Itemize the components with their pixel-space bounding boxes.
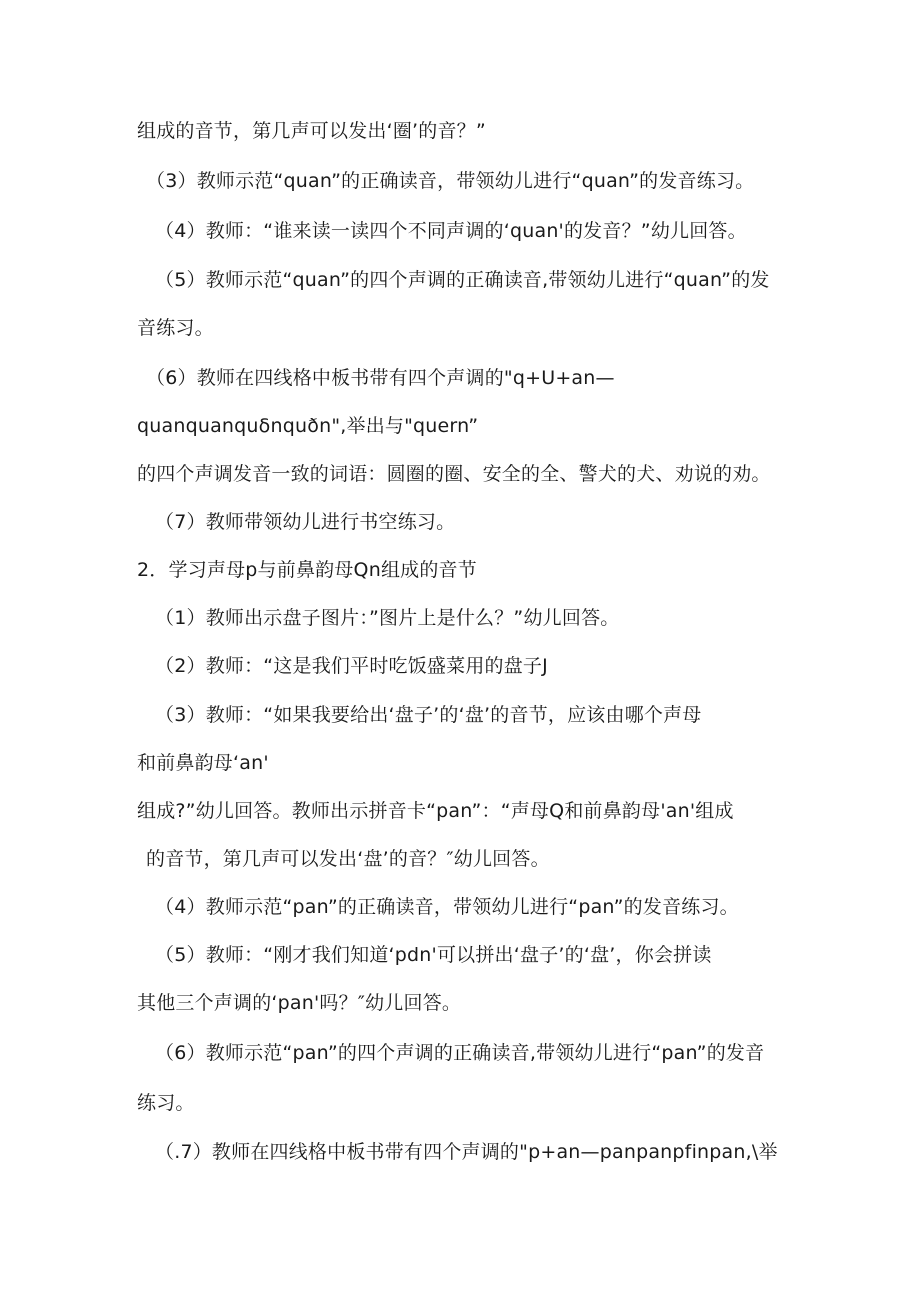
text-line: （6）教师示范“pan”的四个声调的正确读音,带领幼儿进行“pan”的发音 [155,1042,765,1064]
text-line: 音练习。 [137,317,214,339]
text-line: （6）教师在四线格中板书带有四个声调的"q+U+an— [146,367,615,389]
text-line: （2）教师：“这是我们平时吃饭盛菜用的盘子J [155,655,548,677]
text-line: （3）教师：“如果我要给出‘盘子’的‘盘’的音节，应该由哪个声母 [155,704,702,726]
text-line: 和前鼻韵母‘an' [137,752,269,774]
section-heading: 2．学习声母p与前鼻韵母Qn组成的音节 [137,559,477,581]
text-line: （5）教师：“刚才我们知道‘pdn'可以拼出‘盘子’的‘盘’，你会拼读 [155,944,712,966]
text-line: （3）教师示范“quan”的正确读音，带领幼儿进行“quan”的发音练习。 [146,170,755,192]
text-line: quanquanquδnquðn",举出与"quern” [137,415,479,437]
text-line: （.7）教师在四线格中板书带有四个声调的"p+an—panpanpfinpan,\举 [155,1141,778,1163]
text-line: 的音节，第几声可以发出‘盘’的音？″幼儿回答。 [146,848,550,870]
text-line: 练习。 [137,1092,195,1114]
text-line: （1）教师出示盘子图片：”图片上是什么？”幼儿回答。 [155,607,620,629]
text-line: 组成?”幼儿回答。教师出示拼音卡“pan”：“声母Q和前鼻韵母'an'组成 [137,800,734,822]
text-line: （4）教师示范“pan”的正确读音，带领幼儿进行“pan”的发音练习。 [155,896,739,918]
text-line: 其他三个声调的‘pan'吗？″幼儿回答。 [137,992,462,1014]
text-line: （7）教师带领幼儿进行书空练习。 [155,511,456,533]
text-line: 的四个声调发音一致的词语：圆圈的圈、安全的全、警犬的犬、劝说的劝。 [137,463,771,485]
text-line: （5）教师示范“quan”的四个声调的正确读音,带领幼儿进行“quan”的发 [155,269,770,291]
text-line: 组成的音节，第几声可以发出‘圈’的音？” [137,120,486,142]
text-line: （4）教师：“谁来读一读四个不同声调的‘quan'的发音？”幼儿回答。 [155,220,747,242]
